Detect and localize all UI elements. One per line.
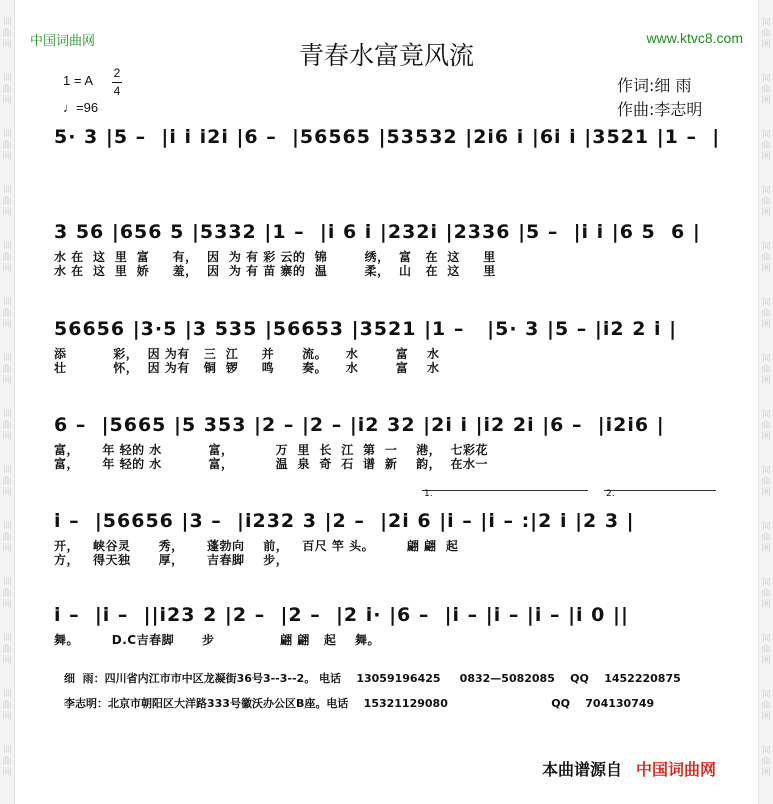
score-row-3 [54, 318, 718, 378]
lyrics-verse-2: 水 在 这 里 娇 羞， 因 为 有 苗 寨的 温 柔， 山 在 这 里 [54, 264, 496, 278]
watermark-glyph: 词 曲 网 [2, 578, 12, 610]
lyrics-verse-1: 水 在 这 里 富 有， 因 为 有 彩 云的 锦 绣， 富 在 这 里 [54, 250, 496, 264]
score-row-6 [54, 604, 718, 648]
watermark-glyph: 词 曲 网 [2, 690, 12, 722]
watermark-glyph: 词 曲 网 [761, 74, 771, 106]
lyrics-verse-1: 开， 峡谷灵 秀， 蓬勃向 前， 百尺 竿 头。 翩 翩 起 [54, 539, 459, 553]
watermark-glyph: 词 曲 网 [2, 74, 12, 106]
lyricist-credit: 作词:细 雨 [617, 76, 692, 95]
time-bar [112, 82, 122, 83]
volta-bracket-2 [604, 489, 716, 499]
watermark-glyph: 词 曲 网 [761, 690, 771, 722]
volta-1-label: 1. [424, 489, 433, 499]
watermark-glyph: 词 曲 网 [761, 522, 771, 554]
notes-line: 6 – |5665 |5 353 |2 – |2 – |i2 32 |2i i |i2 2i |6 – |i2i6 | [54, 414, 665, 436]
source-credit [542, 757, 716, 780]
watermark-glyph: 词 曲 网 [2, 746, 12, 778]
notes-line: i – |i – ||i23 2 |2 – |2 – |2 i· |6 – |i – |i – |i – |i 0 || [54, 604, 629, 626]
left-margin-strip [0, 0, 15, 804]
watermark-glyph: 词 曲 网 [2, 410, 12, 442]
watermark-glyph: 词 曲 网 [761, 18, 771, 50]
lyrics-verse-1: 舞。 D.C吉春脚 步 翩 翩 起 舞。 [54, 633, 381, 647]
score-row-1 [54, 126, 721, 166]
watermark-glyph: 词 曲 网 [2, 466, 12, 498]
tempo-marking: ♩=96 [63, 100, 99, 115]
score-row-5 [54, 510, 718, 570]
time-bottom: 4 [113, 84, 121, 98]
watermark-glyph: 词 曲 网 [761, 186, 771, 218]
watermark-glyph: 词 曲 网 [761, 242, 771, 274]
lyrics-verse-2: 方， 得天独 厚， 吉春脚 步， [54, 553, 289, 567]
watermark-glyph: 词 曲 网 [2, 522, 12, 554]
lyrics-verse-2: 壮 怀， 因 为有 铜 锣 鸣 奏。 水 富 水 [54, 361, 440, 375]
watermark-glyph: 词 曲 网 [2, 634, 12, 666]
contact-composer: 李志明：北京市朝阳区大洋路333号徽沃办公区B座。电话 15321129080 QQ 704130749 [64, 697, 655, 710]
time-top: 2 [113, 66, 121, 80]
watermark-glyph: 词 曲 网 [2, 186, 12, 218]
volta-bracket-1 [422, 489, 588, 499]
watermark-glyph: 词 曲 网 [761, 130, 771, 162]
watermark-glyph: 词 曲 网 [761, 634, 771, 666]
watermark-glyph: 词 曲 网 [761, 466, 771, 498]
notes-line: 56656 |3·5 |3 535 |56653 |3521 |1 – |5· 3 |5 – |i2 2 i | [54, 318, 678, 340]
watermark-glyph: 词 曲 网 [761, 354, 771, 386]
site-url: www.ktvc8.com [646, 30, 743, 46]
notes-line: i – |56656 |3 – |i232 3 |2 – |2i 6 |i – |i – :|2 i |2 3 | [54, 510, 635, 532]
watermark-glyph: 词 曲 网 [2, 18, 12, 50]
watermark-glyph: 词 曲 网 [2, 354, 12, 386]
volta-2-label: 2. [606, 489, 615, 499]
source-brand: 中国词曲网 [636, 760, 717, 779]
contact-lyricist: 细 雨：四川省内江市市中区龙凝街36号3--3--2。 电话 13059196425 0832—5082085 QQ 1452220875 [64, 672, 681, 685]
score-row-2 [54, 221, 718, 281]
site-name-left: 中国词曲网 [30, 34, 96, 49]
lyrics-verse-2: 富， 年 轻的 水 富， 温 泉 奇 石 谱 新 韵， 在水一 [54, 457, 488, 471]
notes-line: 5· 3 |5 – |i i i2i |6 – |56565 |53532 |2i6 i |6i i |3521 |1 – | [54, 126, 721, 148]
watermark-glyph: 词 曲 网 [761, 410, 771, 442]
time-signature [112, 66, 122, 99]
right-margin-strip [758, 0, 773, 804]
lyrics-verse-1: 添 彩， 因 为有 三 江 并 流。 水 富 水 [54, 347, 440, 361]
watermark-glyph: 词 曲 网 [2, 130, 12, 162]
watermark-glyph: 词 曲 网 [2, 298, 12, 330]
watermark-glyph: 词 曲 网 [761, 746, 771, 778]
watermark-glyph: 词 曲 网 [761, 578, 771, 610]
lyrics-verse-1: 富， 年 轻的 水 富， 万 里 长 江 第 一 港， 七彩花 [54, 443, 488, 457]
source-label: 本曲谱源自 [542, 760, 623, 779]
composer-credit: 作曲:李志明 [617, 100, 703, 119]
score-row-4 [54, 414, 718, 474]
song-title: 青春水富竟风流 [298, 41, 474, 70]
key-signature: 1 = A [63, 73, 93, 88]
watermark-glyph: 词 曲 网 [2, 242, 12, 274]
notes-line: 3 56 |656 5 |5332 |1 – |i 6 i |232i |2336 |5 – |i i |6 5 6 | [54, 221, 701, 243]
watermark-glyph: 词 曲 网 [761, 298, 771, 330]
